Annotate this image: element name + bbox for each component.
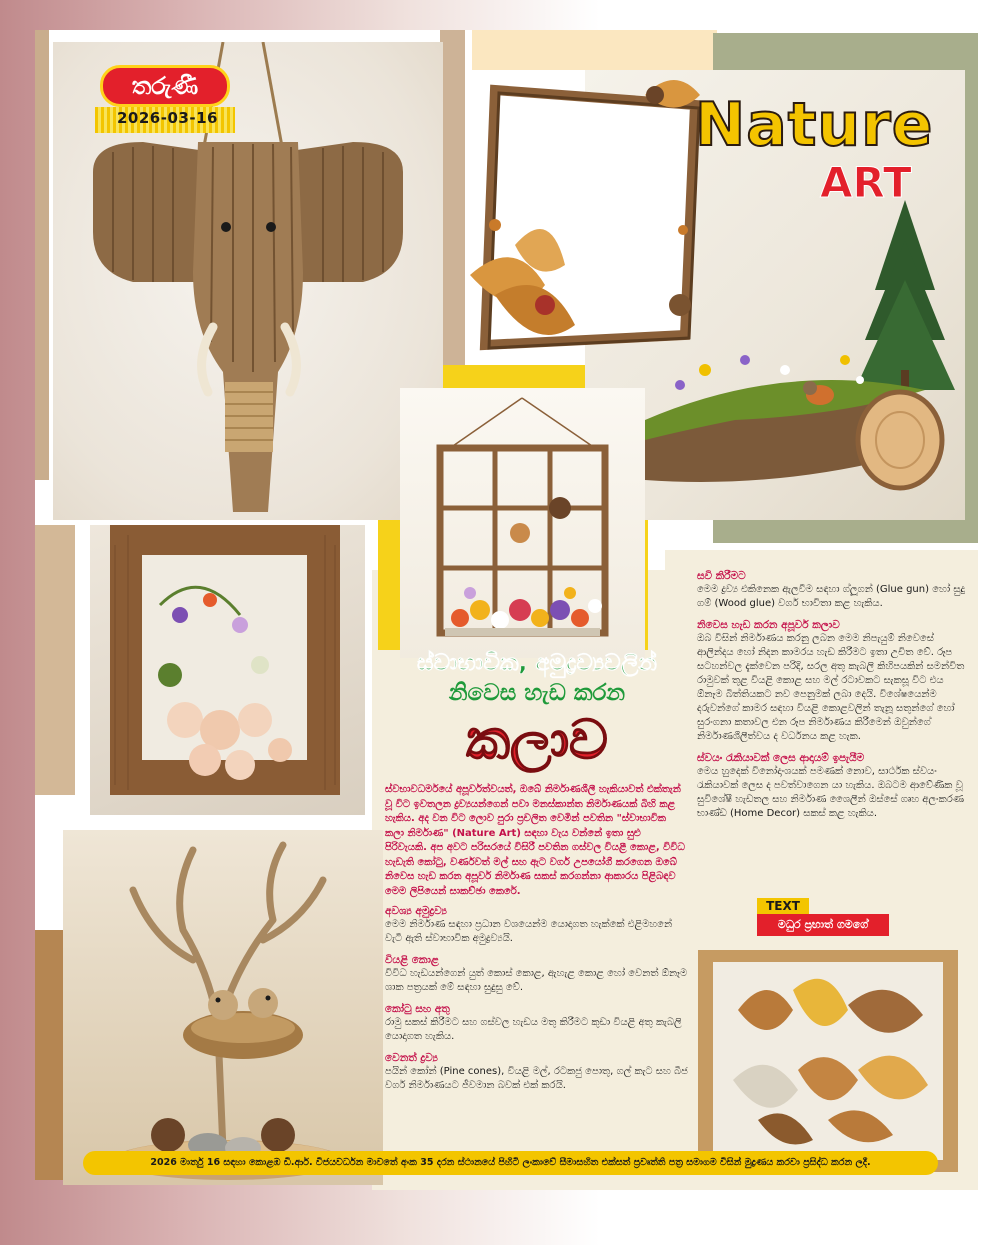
section-body: රාමු සකස් කිරීමට සහ ගස්වල හැඩය මතු කිරීමට කුඩා වියළි අතු කැබලි යොදාගත හැකිය.: [385, 1017, 682, 1042]
issue-date: 2026-03-16: [117, 109, 218, 127]
section-heading: ස්වයං රැකියාවක් ලෙස ආදායම් ඉපැයීම: [697, 752, 865, 764]
article-column-middle: [385, 905, 690, 1093]
section-body: ඔබ විසින් නිර්මාණය කරනු ලබන මෙම නිපැයුම් නිවෙසේ ආලින්දය හෝ නිදන කාමරය හැඩ කිරීමට ඉතා උචිත වේ. රූප සටහන්වල දැක්වෙන පරිදි, සරල අතු කැබලි කිහිපයකින් සමන්විත රාමුවක් තුළ වියළි කොළ සහ මල් රටාවකට සැකසූ විට එය ඕනෑම බිත්තියකට නව පෙනුමක් ලබා දෙයි. විශේෂයෙන්ම දරුවන්ගේ කාමර සඳහා වියළි කොළවලින් තැනූ සතුන්ගේ හෝ සුරංගනා කතාවල එන රූප නිර්මාණය කිරීමෙන් ඔවුන්ගේ නිර්මාණශීලීත්වය ද වර්ධනය කළ හැක.: [697, 633, 965, 742]
publication-logo: තරුණී: [100, 65, 230, 107]
tan-accent-block: [35, 525, 75, 795]
pressed-leaves-shadow-box-image: [698, 950, 958, 1172]
article-title-line-3: කලාව: [466, 708, 608, 771]
section-body: මෙය හුදෙක් විනෝදාංශයක් පමණක් නොව, සාර්ථක ස්වයං රැකියාවක් ලෙස ද පවත්වාගෙන යා හැකිය. ඔබටම ආවේණික වූ සුවිශේෂී හැඩතල සහ නිර්මාණ ශෛලීන් ඔස්සේ ගෘහ අලංකරණ භාණ්ඩ (Home Decor) සකස් කළ හැකිය.: [697, 766, 964, 819]
section-title-art: ART: [820, 158, 912, 207]
twig-frame-autumn-leaves-image: [455, 65, 720, 385]
section-body: මෙම ද්‍රව්‍ය එකිනෙක ඇලවීම සඳහා ග්ලූගන් (Glue gun) හෝ සුදු ගම් (Wood glue) වර්ග භාවිතා කළ හැකිය.: [697, 584, 965, 609]
twig-window-flowers-image: [400, 388, 645, 658]
section-body: විවිධ හැඩයන්ගෙන් යුත් කොස් කොළ, ඇහැළ කොළ හෝ වෙනත් ඕනෑම ශාක පත්‍රයක් මේ සඳහා සුදුසු වේ.: [385, 968, 688, 993]
cream-accent-block: [472, 30, 717, 70]
section-heading: වියළි කොළ: [385, 954, 439, 966]
section-heading: අවශ්‍ය අමුද්‍රව්‍ය: [385, 905, 447, 917]
wooden-frame-bouquet-image: [90, 525, 365, 815]
article-title-line-2: නිවෙස හැඩ කරන: [448, 680, 626, 706]
section-body: මෙම නිර්මාණ සඳහා ප්‍රධාන වශයෙන්ම යොදාගත හැක්කේ එළිමහනේ වැටී ඇති ස්වාභාවික අමුද්‍රව්‍යයි.: [385, 919, 673, 944]
article-title-line-1: ස්වාභාවික, අමුද්‍රව්‍යවලින්: [417, 650, 657, 676]
tan-accent-block: [35, 30, 49, 480]
print-imprint: 2026 මාර්තු 16 සඳහා කොළඹ ඩී.ආර්. විජයවර්ධන මාවතේ අංක 35 දරන ස්ථානයේ පිහිටි ලංකාවේ සීමාසහිත එක්සත් ප්‍රවෘත්ති පත්‍ර සමාගම විසින් මුද්‍රණය කරවා ප්‍රසිද්ධ කරන ලදී.: [83, 1151, 938, 1175]
branch-tree-nest-birds-image: [63, 830, 383, 1185]
byline-label: TEXT: [757, 898, 809, 914]
byline-author: මධුර ප්‍රභාත් ගමගේ: [757, 914, 889, 936]
section-body: පයින් කෝන් (Pine cones), වියළි මල්, රටකජු පොතු, ගල් කැට සහ බීජ වර්ග නිර්මාණයට ජීවමාන බවක් එක් කරයි.: [385, 1066, 688, 1091]
article-intro: ස්වභාවධර්මයේ අපූර්වත්වයත්, ඔබේ නිර්මාණශීලී හැකියාවත් එක්තැන් වූ විට ඉවතලන ද්‍රව්‍යයන්ගෙන් පවා මනස්කාන්ත නිර්මාණයක් බිහි කළ හැකිය. අද වන විට ලොව පුරා ප්‍රචලිත වෙමින් පවතින "ස්වාභාවික කලා නිර්මාණ" (Nature Art) සඳහා වැය වන්නේ ඉතා සුළු පිරිවැයකි. අප අවට පරිසරයේ විසිරී පවතින ගස්වල වියළී කොළ, විවිධ හැඩැති කෝටු, වර්ණවත් මල් සහ ඇට වර්ග උපයෝගී කරගෙන ඔබේ නිවෙස හැඩ කරන අපූර්ව නිර්මාණ සකස් කරගන්නා ආකාරය පිළිබඳව මෙම ලිපියෙන් සාකච්ඡා කෙරේ.: [385, 784, 685, 897]
section-heading: කෝටු සහ අතු: [385, 1003, 450, 1015]
section-heading: නිවෙස හැඩ කරන අපූර්ව කලාව: [697, 619, 840, 631]
magazine-page: [35, 30, 975, 1180]
section-heading: වෙනත් ද්‍රව්‍ය: [385, 1052, 438, 1064]
section-heading: සවි කිරීමට: [697, 570, 746, 582]
article-column-right: [697, 570, 967, 821]
section-title-nature: Nature: [695, 90, 934, 160]
